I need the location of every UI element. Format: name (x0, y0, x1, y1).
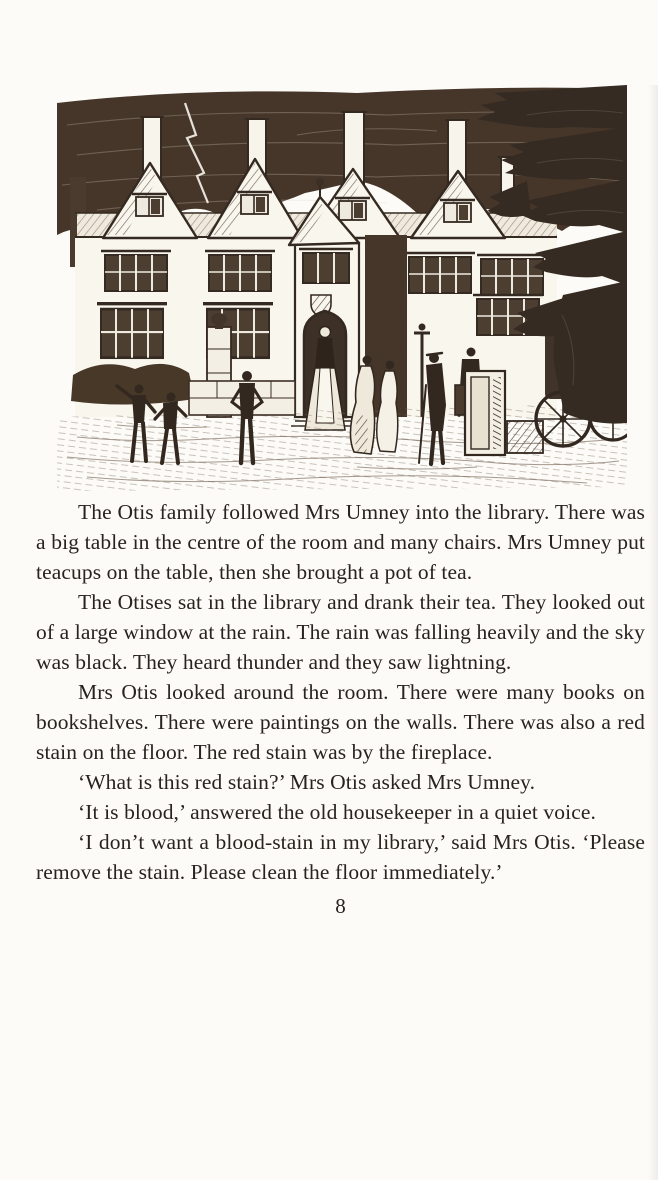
paragraph-1: The Otis family followed Mrs Umney into the library. There was a big table in the centre of the room and many chairs. Mrs Umney put teacups on the table, then she brought a pot of tea. (36, 500, 645, 584)
wardrobe-trunk (465, 371, 505, 455)
paragraph-3: Mrs Otis looked around the room. There were many books on bookshelves. There were paintings on the walls. There was also a red stain on the floor. The red stain was by the fireplace. (36, 680, 645, 764)
page-number: 8 (335, 894, 346, 918)
body-text (36, 497, 645, 887)
paragraph-6: ‘I don’t want a blood-stain in my library,’ said Mrs Otis. ‘Please remove the stain. Please clean the floor immediately.’ (36, 830, 645, 884)
manor-house-drawing (57, 85, 627, 493)
paragraph-5: ‘It is blood,’ answered the old housekeeper in a quiet voice. (78, 800, 596, 824)
finial-ball (316, 178, 324, 186)
book-page (0, 85, 658, 1180)
paragraph-4: ‘What is this red stain?’ Mrs Otis asked Mrs Umney. (78, 770, 536, 794)
paragraph-2: The Otises sat in the library and drank their tea. They looked out of a large window at the rain. The rain was falling heavily and the sky was black. They heard thunder and they saw lightning. (36, 590, 645, 674)
illustration-canterville-chase (57, 85, 627, 493)
scan-edge-shadow (648, 85, 658, 1180)
